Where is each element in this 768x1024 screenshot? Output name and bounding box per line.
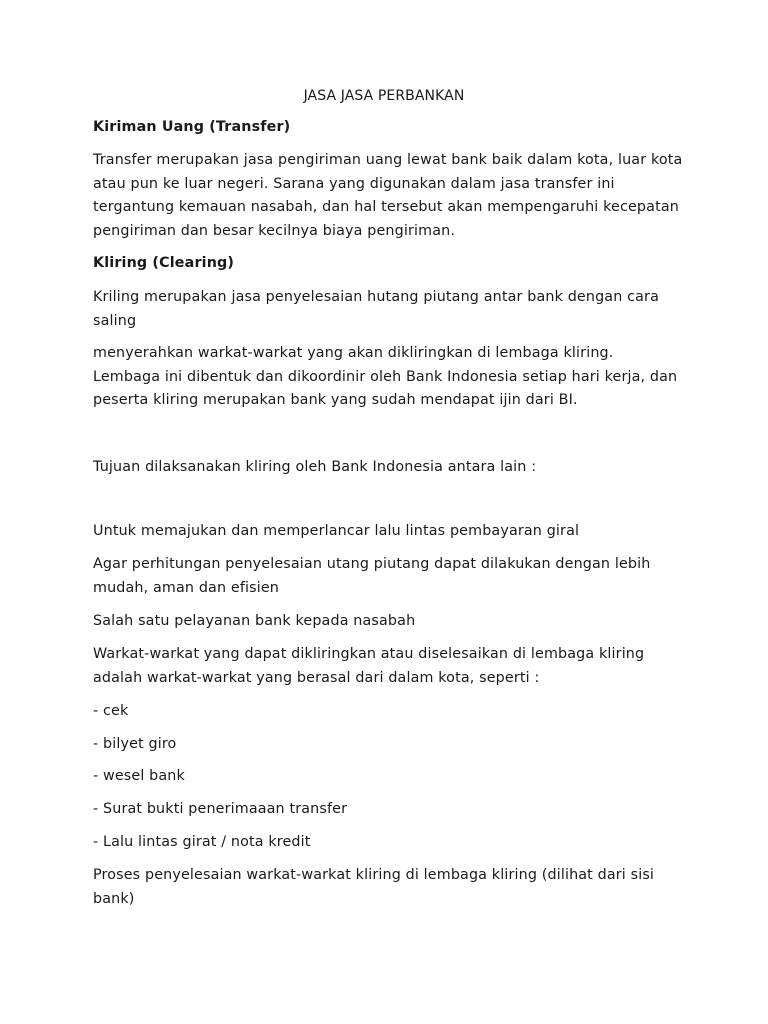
- list-item-tujuan-3: Salah satu pelayanan bank kepada nasabah: [93, 613, 416, 629]
- document-title: JASA JASA PERBANKAN: [303, 88, 465, 104]
- paragraph-tujuan: Tujuan dilaksanakan kliring oleh Bank Indonesia antara lain :: [93, 459, 537, 475]
- paragraph-kliring-1: Kriling merupakan jasa penyelesaian hutang piutang antar bank dengan cara saling: [93, 289, 659, 329]
- list-item-warkat: - wesel bank: [93, 768, 185, 784]
- paragraph-proses: Proses penyelesaian warkat-warkat kliring di lembaga kliring (dilihat dari sisi bank): [93, 867, 655, 907]
- list-item-tujuan-1: Untuk memajukan dan memperlancar lalu lintas pembayaran giral: [93, 523, 580, 539]
- list-item-warkat: - cek: [93, 703, 129, 719]
- paragraph-kliring-2: menyerahkan warkat-warkat yang akan dikliringkan di lembaga kliring. Lembaga ini dibentuk dan dikoordinir oleh Bank Indonesia setiap hari kerja, dan peserta kliring merupakan bank yang sudah mendapat ijin dari BI.: [93, 345, 678, 408]
- list-item-warkat: - Surat bukti penerimaaan transfer: [93, 801, 348, 817]
- paragraph-warkat: Warkat-warkat yang dapat dikliringkan atau diselesaikan di lembaga kliring adalah warkat-warkat yang berasal dari dalam kota, seperti :: [93, 646, 645, 686]
- list-item-warkat: - Lalu lintas girat / nota kredit: [93, 834, 311, 850]
- list-item-warkat: - bilyet giro: [93, 736, 177, 752]
- paragraph-transfer: Transfer merupakan jasa pengiriman uang lewat bank baik dalam kota, luar kota atau pun ke luar negeri. Sarana yang digunakan dalam jasa transfer ini tergantung kemauan nasabah, dan hal tersebut akan mempengaruhi kecepatan pengiriman dan besar kecilnya biaya pengiriman.: [93, 152, 683, 239]
- heading-kliring: Kliring (Clearing): [93, 255, 235, 271]
- heading-transfer: Kiriman Uang (Transfer): [93, 119, 291, 135]
- list-item-tujuan-2: Agar perhitungan penyelesaian utang piutang dapat dilakukan dengan lebih mudah, aman dan efisien: [93, 556, 651, 596]
